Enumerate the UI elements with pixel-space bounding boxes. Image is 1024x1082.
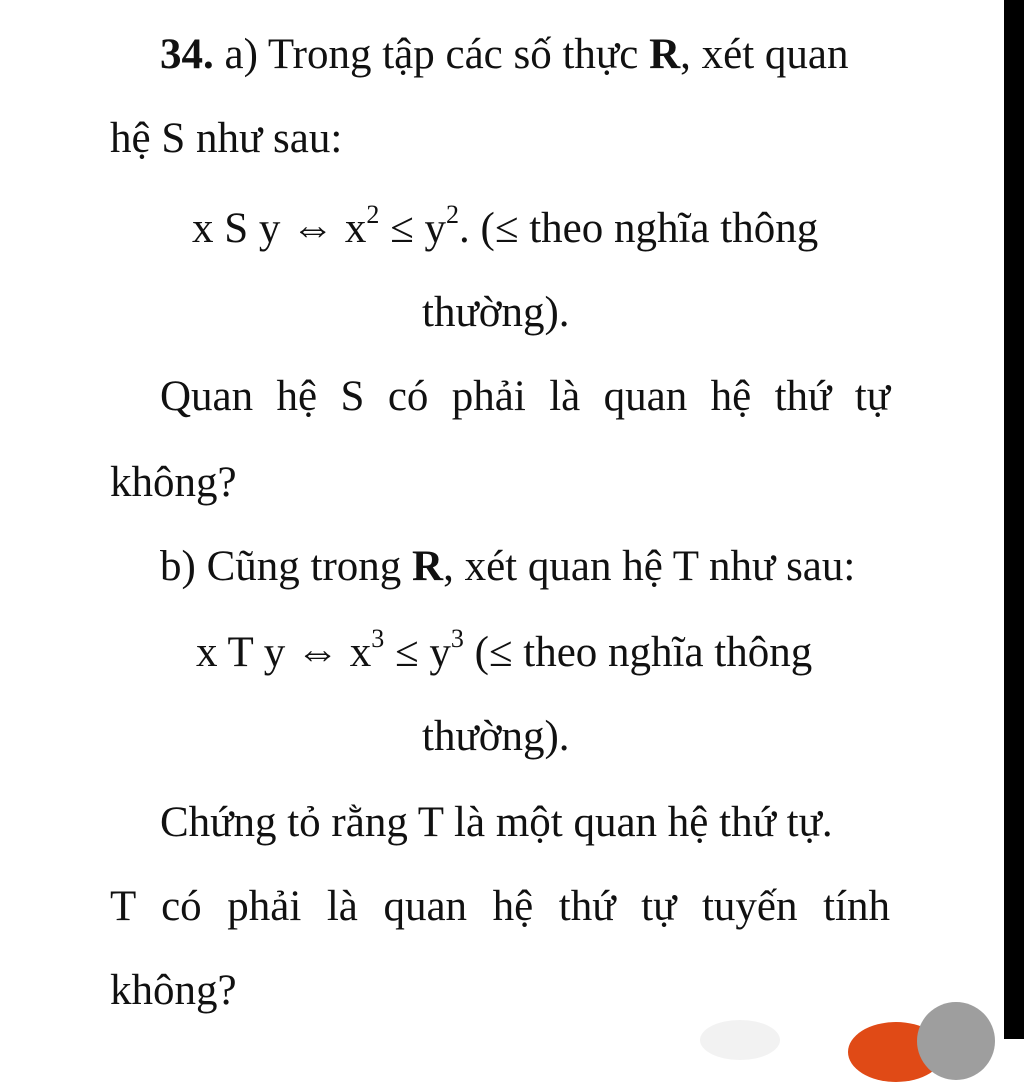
problem-number: 34. bbox=[160, 31, 214, 78]
part-a-exponent-1: 2 bbox=[366, 199, 380, 229]
part-a-def-post: . (≤ theo nghĩa thông bbox=[459, 205, 819, 252]
part-a-label: a) bbox=[224, 31, 258, 78]
part-a-question-line2: không? bbox=[110, 459, 237, 506]
gray-floating-button[interactable] bbox=[917, 1002, 995, 1080]
part-b-definition bbox=[196, 623, 813, 678]
part-a-intro-line2: hệ S như sau: bbox=[110, 115, 343, 162]
part-b-intro bbox=[160, 542, 855, 592]
part-a-intro-post: , xét quan bbox=[680, 31, 849, 78]
part-b-label: b) bbox=[160, 543, 196, 590]
part-b-intro-pre: Cũng trong bbox=[206, 543, 402, 590]
real-set-symbol-b: R bbox=[412, 543, 444, 590]
right-edge-bar bbox=[1004, 0, 1024, 1039]
part-a-question-line1: Quan hệ S có phải là quan hệ thứ tự bbox=[160, 373, 890, 420]
part-a-intro-text: Trong tập các số thực bbox=[267, 31, 639, 78]
part-b-prove-line: Chứng tỏ rằng T là một quan hệ thứ tự. bbox=[160, 799, 833, 846]
part-a-exponent-2: 2 bbox=[446, 199, 460, 229]
part-b-intro-post: , xét quan hệ T như sau: bbox=[443, 543, 856, 590]
part-a-intro-line1 bbox=[160, 30, 849, 80]
part-b-definition-line2: thường). bbox=[422, 713, 570, 760]
part-a-def-pre: x S y ⇔ x bbox=[192, 205, 367, 252]
part-b-def-pre: x T y ⇔ x bbox=[196, 629, 372, 676]
part-a-definition bbox=[192, 199, 819, 254]
part-b-question-line1: T có phải là quan hệ thứ tự tuyến tính bbox=[110, 883, 890, 930]
real-set-symbol: R bbox=[649, 31, 681, 78]
part-b-exponent-2: 3 bbox=[450, 623, 464, 653]
faint-overlay-shape bbox=[700, 1020, 780, 1060]
part-a-definition-line2: thường). bbox=[422, 289, 570, 336]
part-b-def-mid: ≤ y bbox=[384, 629, 451, 676]
part-a-def-mid: ≤ y bbox=[379, 205, 447, 252]
part-b-exponent-1: 3 bbox=[371, 623, 385, 653]
part-b-def-post: (≤ theo nghĩa thông bbox=[463, 629, 813, 676]
part-b-question-line2: không? bbox=[110, 967, 237, 1014]
